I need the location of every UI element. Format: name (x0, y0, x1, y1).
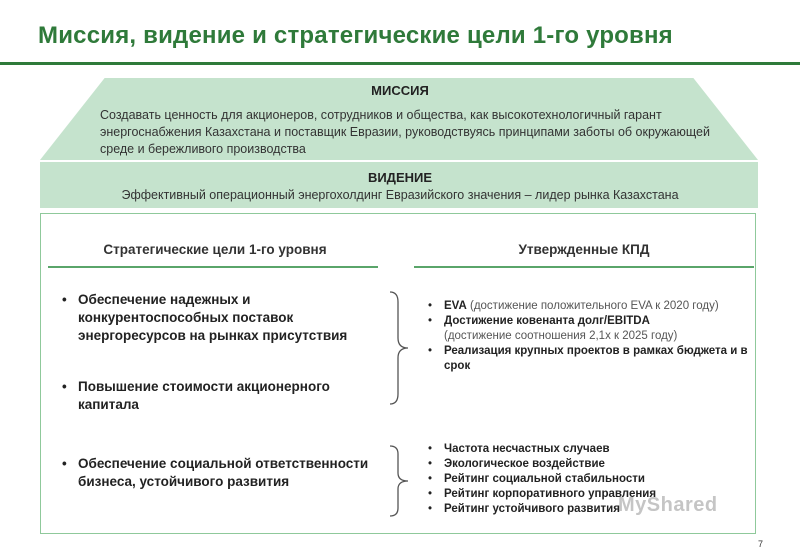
goals-column-heading: Стратегические цели 1-го уровня (103, 242, 327, 257)
kpi-item (428, 442, 748, 457)
kpi-label: Реализация крупных проектов в рамках бюджета и в срок (444, 345, 748, 372)
kpi-column-rule (414, 266, 754, 268)
page-title: Миссия, видение и стратегические цели 1-го уровня (38, 22, 673, 49)
goal-item (62, 455, 388, 491)
kpi-label: Частота несчастных случаев (444, 443, 610, 455)
goals-column-rule (48, 266, 378, 268)
right-brace-icon (388, 444, 410, 518)
mission-text: Создавать ценность для акционеров, сотрудников и общества, как высокотехнологичный гарант энергоснабжения Казахстана и поставщик Евразии, руководствуясь принципами заботы об окружающей среде и бережливого производства (100, 108, 710, 156)
bullet-icon: • (62, 292, 67, 307)
vision-text: Эффективный операционный энергохолдинг Евразийского значения – лидер рынка Казахстана (121, 188, 679, 202)
kpi-label: Рейтинг устойчивого развития (444, 503, 620, 515)
bullet-icon: • (428, 488, 433, 500)
goal-text: Повышение стоимости акционерного капитала (78, 379, 330, 412)
kpi-item (428, 457, 748, 472)
kpi-label: Экологическое воздействие (444, 458, 605, 470)
page-number: 7 (758, 539, 764, 549)
bullet-icon: • (428, 458, 433, 470)
kpi-group-financial (428, 299, 748, 374)
kpi-item (428, 299, 748, 314)
vision-heading: ВИДЕНИЕ (367, 170, 433, 185)
kpi-detail: (достижение положительного EVA к 2020 году) (470, 300, 719, 312)
kpi-label: Достижение ковенанта долг/EBITDA (444, 315, 650, 327)
kpi-label: Рейтинг корпоративного управления (444, 488, 657, 500)
bullet-icon: • (428, 345, 433, 357)
kpi-detail: (достижение соотношения 2,1х к 2025 году) (444, 330, 678, 342)
goal-item (62, 378, 388, 414)
goal-text: Обеспечение надежных и конкурентоспособных поставок энергоресурсов на рынках присутствия (78, 292, 348, 343)
title-divider (0, 62, 800, 65)
kpi-column-heading: Утвержденные КПД (518, 242, 650, 257)
kpi-item (428, 472, 748, 487)
bullet-icon: • (62, 456, 67, 471)
kpi-label: EVA (444, 300, 467, 312)
bullet-icon: • (428, 503, 433, 515)
kpi-label: Рейтинг социальной стабильности (444, 473, 645, 485)
bullet-icon: • (62, 379, 67, 394)
right-brace-icon (388, 290, 410, 406)
bullet-icon: • (428, 443, 433, 455)
bullet-icon: • (428, 300, 433, 312)
bullet-icon: • (428, 473, 433, 485)
kpi-item (428, 344, 748, 374)
bullet-icon: • (428, 315, 433, 327)
kpi-item (428, 314, 748, 344)
goal-item (62, 291, 388, 345)
watermark-logo: MyShared (618, 494, 718, 516)
mission-heading: МИССИЯ (371, 83, 429, 98)
goal-text: Обеспечение социальной ответственности бизнеса, устойчивого развития (78, 456, 369, 489)
